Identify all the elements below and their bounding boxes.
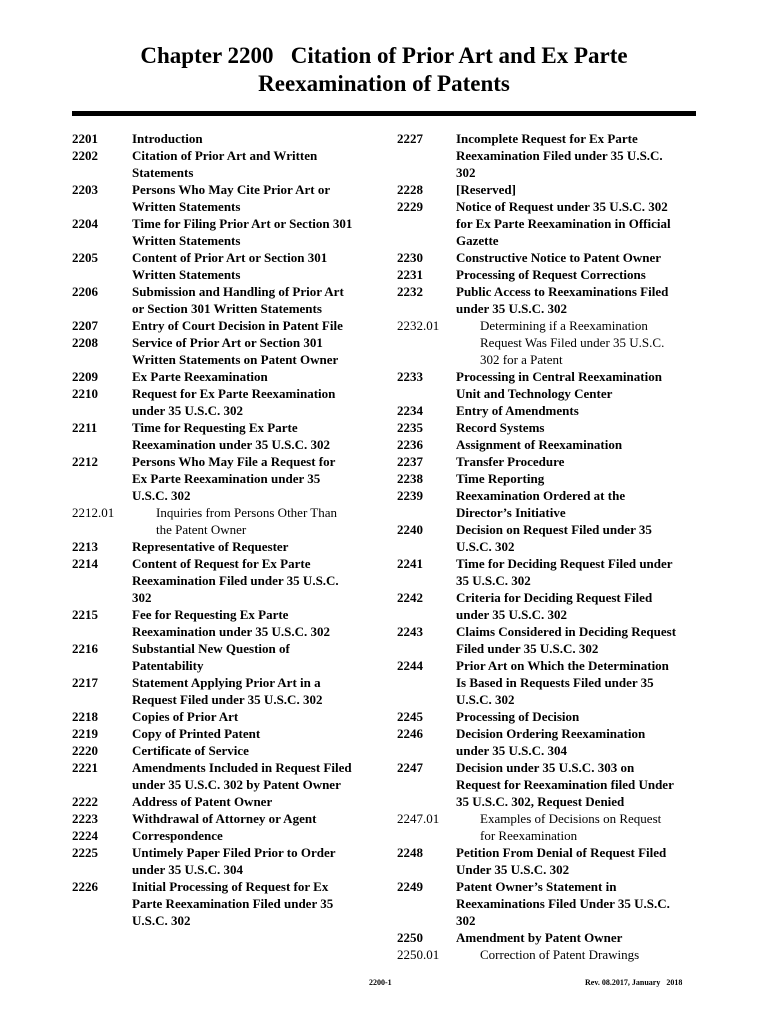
- section-number: 2232: [397, 284, 423, 299]
- section-number: 2201: [72, 131, 98, 146]
- section-number: 2207: [72, 318, 98, 333]
- toc-entry[interactable]: [72, 878, 378, 929]
- section-title: Copies of Prior Art: [132, 709, 239, 724]
- section-number: 2202: [72, 148, 98, 163]
- section-title: Determining if a Reexamination Request Was Filed under 35 U.S.C. 302 for a Patent: [480, 318, 665, 367]
- toc-entry[interactable]: [397, 402, 697, 419]
- toc-entry[interactable]: [72, 810, 378, 827]
- section-title: Content of Prior Art or Section 301 Written Statements: [132, 250, 328, 282]
- toc-entry[interactable]: [397, 470, 697, 487]
- toc-entry[interactable]: [397, 878, 697, 929]
- section-title: Entry of Amendments: [456, 403, 579, 418]
- section-title: Correction of Patent Drawings: [480, 947, 640, 962]
- toc-entry[interactable]: [397, 725, 697, 759]
- toc-entry[interactable]: [72, 640, 378, 674]
- section-title: Initial Processing of Request for Ex Parte Reexamination Filed under 35 U.S.C. 302: [132, 879, 334, 928]
- section-number: 2206: [72, 284, 98, 299]
- toc-entry[interactable]: [397, 368, 697, 402]
- section-title: Transfer Procedure: [456, 454, 565, 469]
- toc-subentry[interactable]: [397, 317, 697, 368]
- section-number: 2238: [397, 471, 423, 486]
- section-number: 2217: [72, 675, 98, 690]
- section-number: 2245: [397, 709, 423, 724]
- section-title: Time for Requesting Ex Parte Reexamination under 35 U.S.C. 302: [132, 420, 331, 452]
- toc-entry[interactable]: [72, 844, 378, 878]
- section-number: 2211: [72, 420, 98, 435]
- toc-entry[interactable]: [397, 419, 697, 436]
- toc-entry[interactable]: [72, 793, 378, 810]
- section-title: Substantial New Question of Patentability: [132, 641, 290, 673]
- toc-entry[interactable]: [72, 283, 378, 317]
- section-number: 2224: [72, 828, 98, 843]
- section-title: Notice of Request under 35 U.S.C. 302 for Ex Parte Reexamination in Official Gazette: [456, 199, 671, 248]
- section-number: 2235: [397, 420, 423, 435]
- chapter-title-line-1: Chapter 2200 Citation of Prior Art and Ex Parte: [140, 43, 628, 68]
- section-number: 2240: [397, 522, 423, 537]
- section-title: Examples of Decisions on Request for Reexamination: [480, 811, 662, 843]
- toc-entry[interactable]: [397, 657, 697, 708]
- section-title: Time for Deciding Request Filed under 35 U.S.C. 302: [456, 556, 673, 588]
- section-number: 2241: [397, 556, 423, 571]
- toc-entry[interactable]: [397, 181, 697, 198]
- section-title: Decision on Request Filed under 35 U.S.C. 302: [456, 522, 652, 554]
- section-number: 2215: [72, 607, 98, 622]
- section-title: Patent Owner’s Statement in Reexaminations Filed Under 35 U.S.C. 302: [456, 879, 670, 928]
- section-title: Processing of Decision: [456, 709, 580, 724]
- toc-entry[interactable]: [72, 334, 378, 368]
- toc-entry[interactable]: [397, 283, 697, 317]
- section-number: 2248: [397, 845, 423, 860]
- section-title: Entry of Court Decision in Patent File: [132, 318, 343, 333]
- section-title: Incomplete Request for Ex Parte Reexamination Filed under 35 U.S.C. 302: [456, 131, 663, 180]
- toc-entry[interactable]: [72, 419, 378, 453]
- section-number: 2208: [72, 335, 98, 350]
- section-number: 2230: [397, 250, 423, 265]
- section-title: Amendments Included in Request Filed under 35 U.S.C. 302 by Patent Owner: [132, 760, 352, 792]
- section-number: 2220: [72, 743, 98, 758]
- toc-entry[interactable]: [72, 368, 378, 385]
- section-title: Copy of Printed Patent: [132, 726, 261, 741]
- section-number: 2247.01: [397, 811, 440, 826]
- toc-entry[interactable]: [72, 181, 378, 215]
- section-number: 2226: [72, 879, 98, 894]
- section-number: 2212: [72, 454, 98, 469]
- toc-entry[interactable]: [397, 623, 697, 657]
- section-number: 2227: [397, 131, 423, 146]
- toc-entry[interactable]: [397, 249, 697, 266]
- toc-entry[interactable]: [72, 317, 378, 334]
- toc-entry[interactable]: [397, 198, 697, 249]
- section-number: 2210: [72, 386, 98, 401]
- toc-entry[interactable]: [397, 487, 697, 521]
- section-title: Service of Prior Art or Section 301 Written Statements on Patent Owner: [132, 335, 339, 367]
- chapter-title-line-2: Reexamination of Patents: [258, 71, 510, 96]
- section-number: 2213: [72, 539, 98, 554]
- toc-entry[interactable]: [72, 606, 378, 640]
- section-number: 2203: [72, 182, 98, 197]
- toc-entry[interactable]: [72, 215, 378, 249]
- toc-entry[interactable]: [72, 147, 378, 181]
- page-number: 2200-1: [369, 978, 392, 987]
- section-number: 2223: [72, 811, 98, 826]
- section-number: 2247: [397, 760, 423, 775]
- section-number: 2246: [397, 726, 423, 741]
- chapter-title: [0, 42, 768, 98]
- section-title: Persons Who May File a Request for Ex Parte Reexamination under 35 U.S.C. 302: [132, 454, 336, 503]
- section-title: Inquiries from Persons Other Than the Patent Owner: [156, 505, 338, 537]
- toc-entry[interactable]: [397, 589, 697, 623]
- section-number: 2250: [397, 930, 423, 945]
- toc-entry[interactable]: [72, 708, 378, 725]
- section-number: 2221: [72, 760, 98, 775]
- section-title: Record Systems: [456, 420, 545, 435]
- section-number: 2205: [72, 250, 98, 265]
- section-title: Statement Applying Prior Art in a Request Filed under 35 U.S.C. 302: [132, 675, 323, 707]
- section-number: 2233: [397, 369, 423, 384]
- revision-date: Rev. 08.2017, January 2018: [585, 978, 683, 987]
- section-number: 2250.01: [397, 947, 440, 962]
- section-title: Amendment by Patent Owner: [456, 930, 623, 945]
- section-number: 2237: [397, 454, 423, 469]
- section-title: Decision under 35 U.S.C. 303 on Request for Reexamination filed Under 35 U.S.C. 302, Request Denied: [456, 760, 674, 809]
- section-title: Decision Ordering Reexamination under 35 U.S.C. 304: [456, 726, 646, 758]
- toc-subentry[interactable]: [397, 810, 697, 844]
- toc-right-column: [397, 130, 697, 963]
- toc-entry[interactable]: [72, 827, 378, 844]
- section-number: 2232.01: [397, 318, 440, 333]
- section-title: Public Access to Reexaminations Filed under 35 U.S.C. 302: [456, 284, 669, 316]
- toc-entry[interactable]: [397, 266, 697, 283]
- toc-entry[interactable]: [72, 759, 378, 793]
- section-title: Reexamination Ordered at the Director’s Initiative: [456, 488, 626, 520]
- toc-entry[interactable]: [72, 742, 378, 759]
- section-title: Citation of Prior Art and Written Statements: [132, 148, 318, 180]
- section-number: 2219: [72, 726, 98, 741]
- toc-entry[interactable]: [397, 555, 697, 589]
- toc-entry[interactable]: [72, 538, 378, 555]
- section-number: 2243: [397, 624, 423, 639]
- section-title: Persons Who May Cite Prior Art or Written Statements: [132, 182, 331, 214]
- toc-entry[interactable]: [397, 759, 697, 810]
- section-title: Claims Considered in Deciding Request Filed under 35 U.S.C. 302: [456, 624, 677, 656]
- toc-entry[interactable]: [397, 453, 697, 470]
- toc-entry[interactable]: [397, 844, 697, 878]
- section-title: Withdrawal of Attorney or Agent: [132, 811, 317, 826]
- section-number: 2228: [397, 182, 423, 197]
- section-number: 2214: [72, 556, 98, 571]
- section-number: 2209: [72, 369, 98, 384]
- section-title: Certificate of Service: [132, 743, 249, 758]
- section-title: Address of Patent Owner: [132, 794, 273, 809]
- section-title: Untimely Paper Filed Prior to Order under 35 U.S.C. 304: [132, 845, 336, 877]
- title-divider: [72, 111, 696, 116]
- section-title: Request for Ex Parte Reexamination under 35 U.S.C. 302: [132, 386, 336, 418]
- section-number: 2216: [72, 641, 98, 656]
- toc-entry[interactable]: [72, 674, 378, 708]
- section-title: Introduction: [132, 131, 203, 146]
- section-number: 2212.01: [72, 505, 115, 520]
- section-title: Content of Request for Ex Parte Reexamination Filed under 35 U.S.C. 302: [132, 556, 339, 605]
- toc-left-column: [72, 130, 378, 929]
- section-title: Time Reporting: [456, 471, 545, 486]
- section-title: Processing in Central Reexamination Unit and Technology Center: [456, 369, 662, 401]
- section-number: 2236: [397, 437, 423, 452]
- section-number: 2242: [397, 590, 423, 605]
- section-number: 2225: [72, 845, 98, 860]
- section-number: 2249: [397, 879, 423, 894]
- toc-entry[interactable]: [397, 929, 697, 946]
- section-title: Time for Filing Prior Art or Section 301 Written Statements: [132, 216, 353, 248]
- toc-entry[interactable]: [72, 725, 378, 742]
- toc-subentry[interactable]: [397, 946, 697, 963]
- section-number: 2204: [72, 216, 98, 231]
- toc-entry[interactable]: [397, 708, 697, 725]
- section-number: 2222: [72, 794, 98, 809]
- toc-entry[interactable]: [72, 249, 378, 283]
- section-title: Fee for Requesting Ex Parte Reexamination under 35 U.S.C. 302: [132, 607, 331, 639]
- section-number: 2234: [397, 403, 423, 418]
- section-title: Ex Parte Reexamination: [132, 369, 268, 384]
- toc-entry[interactable]: [397, 436, 697, 453]
- section-number: 2231: [397, 267, 423, 282]
- section-number: 2244: [397, 658, 423, 673]
- toc-entry[interactable]: [72, 555, 378, 606]
- toc-entry[interactable]: [397, 130, 697, 181]
- section-title: Petition From Denial of Request Filed Under 35 U.S.C. 302: [456, 845, 667, 877]
- section-title: Assignment of Reexamination: [456, 437, 623, 452]
- toc-entry[interactable]: [72, 130, 378, 147]
- section-title: Constructive Notice to Patent Owner: [456, 250, 662, 265]
- section-title: Criteria for Deciding Request Filed under 35 U.S.C. 302: [456, 590, 653, 622]
- section-title: Correspondence: [132, 828, 223, 843]
- section-number: 2239: [397, 488, 423, 503]
- section-title: Representative of Requester: [132, 539, 289, 554]
- toc-subentry[interactable]: [72, 504, 378, 538]
- section-title: Prior Art on Which the Determination Is Based in Requests Filed under 35 U.S.C. 302: [456, 658, 669, 707]
- section-title: Processing of Request Corrections: [456, 267, 646, 282]
- toc-entry[interactable]: [72, 453, 378, 504]
- toc-entry[interactable]: [397, 521, 697, 555]
- toc-entry[interactable]: [72, 385, 378, 419]
- section-number: 2218: [72, 709, 98, 724]
- section-number: 2229: [397, 199, 423, 214]
- section-title: [Reserved]: [456, 182, 516, 197]
- section-title: Submission and Handling of Prior Art or Section 301 Written Statements: [132, 284, 344, 316]
